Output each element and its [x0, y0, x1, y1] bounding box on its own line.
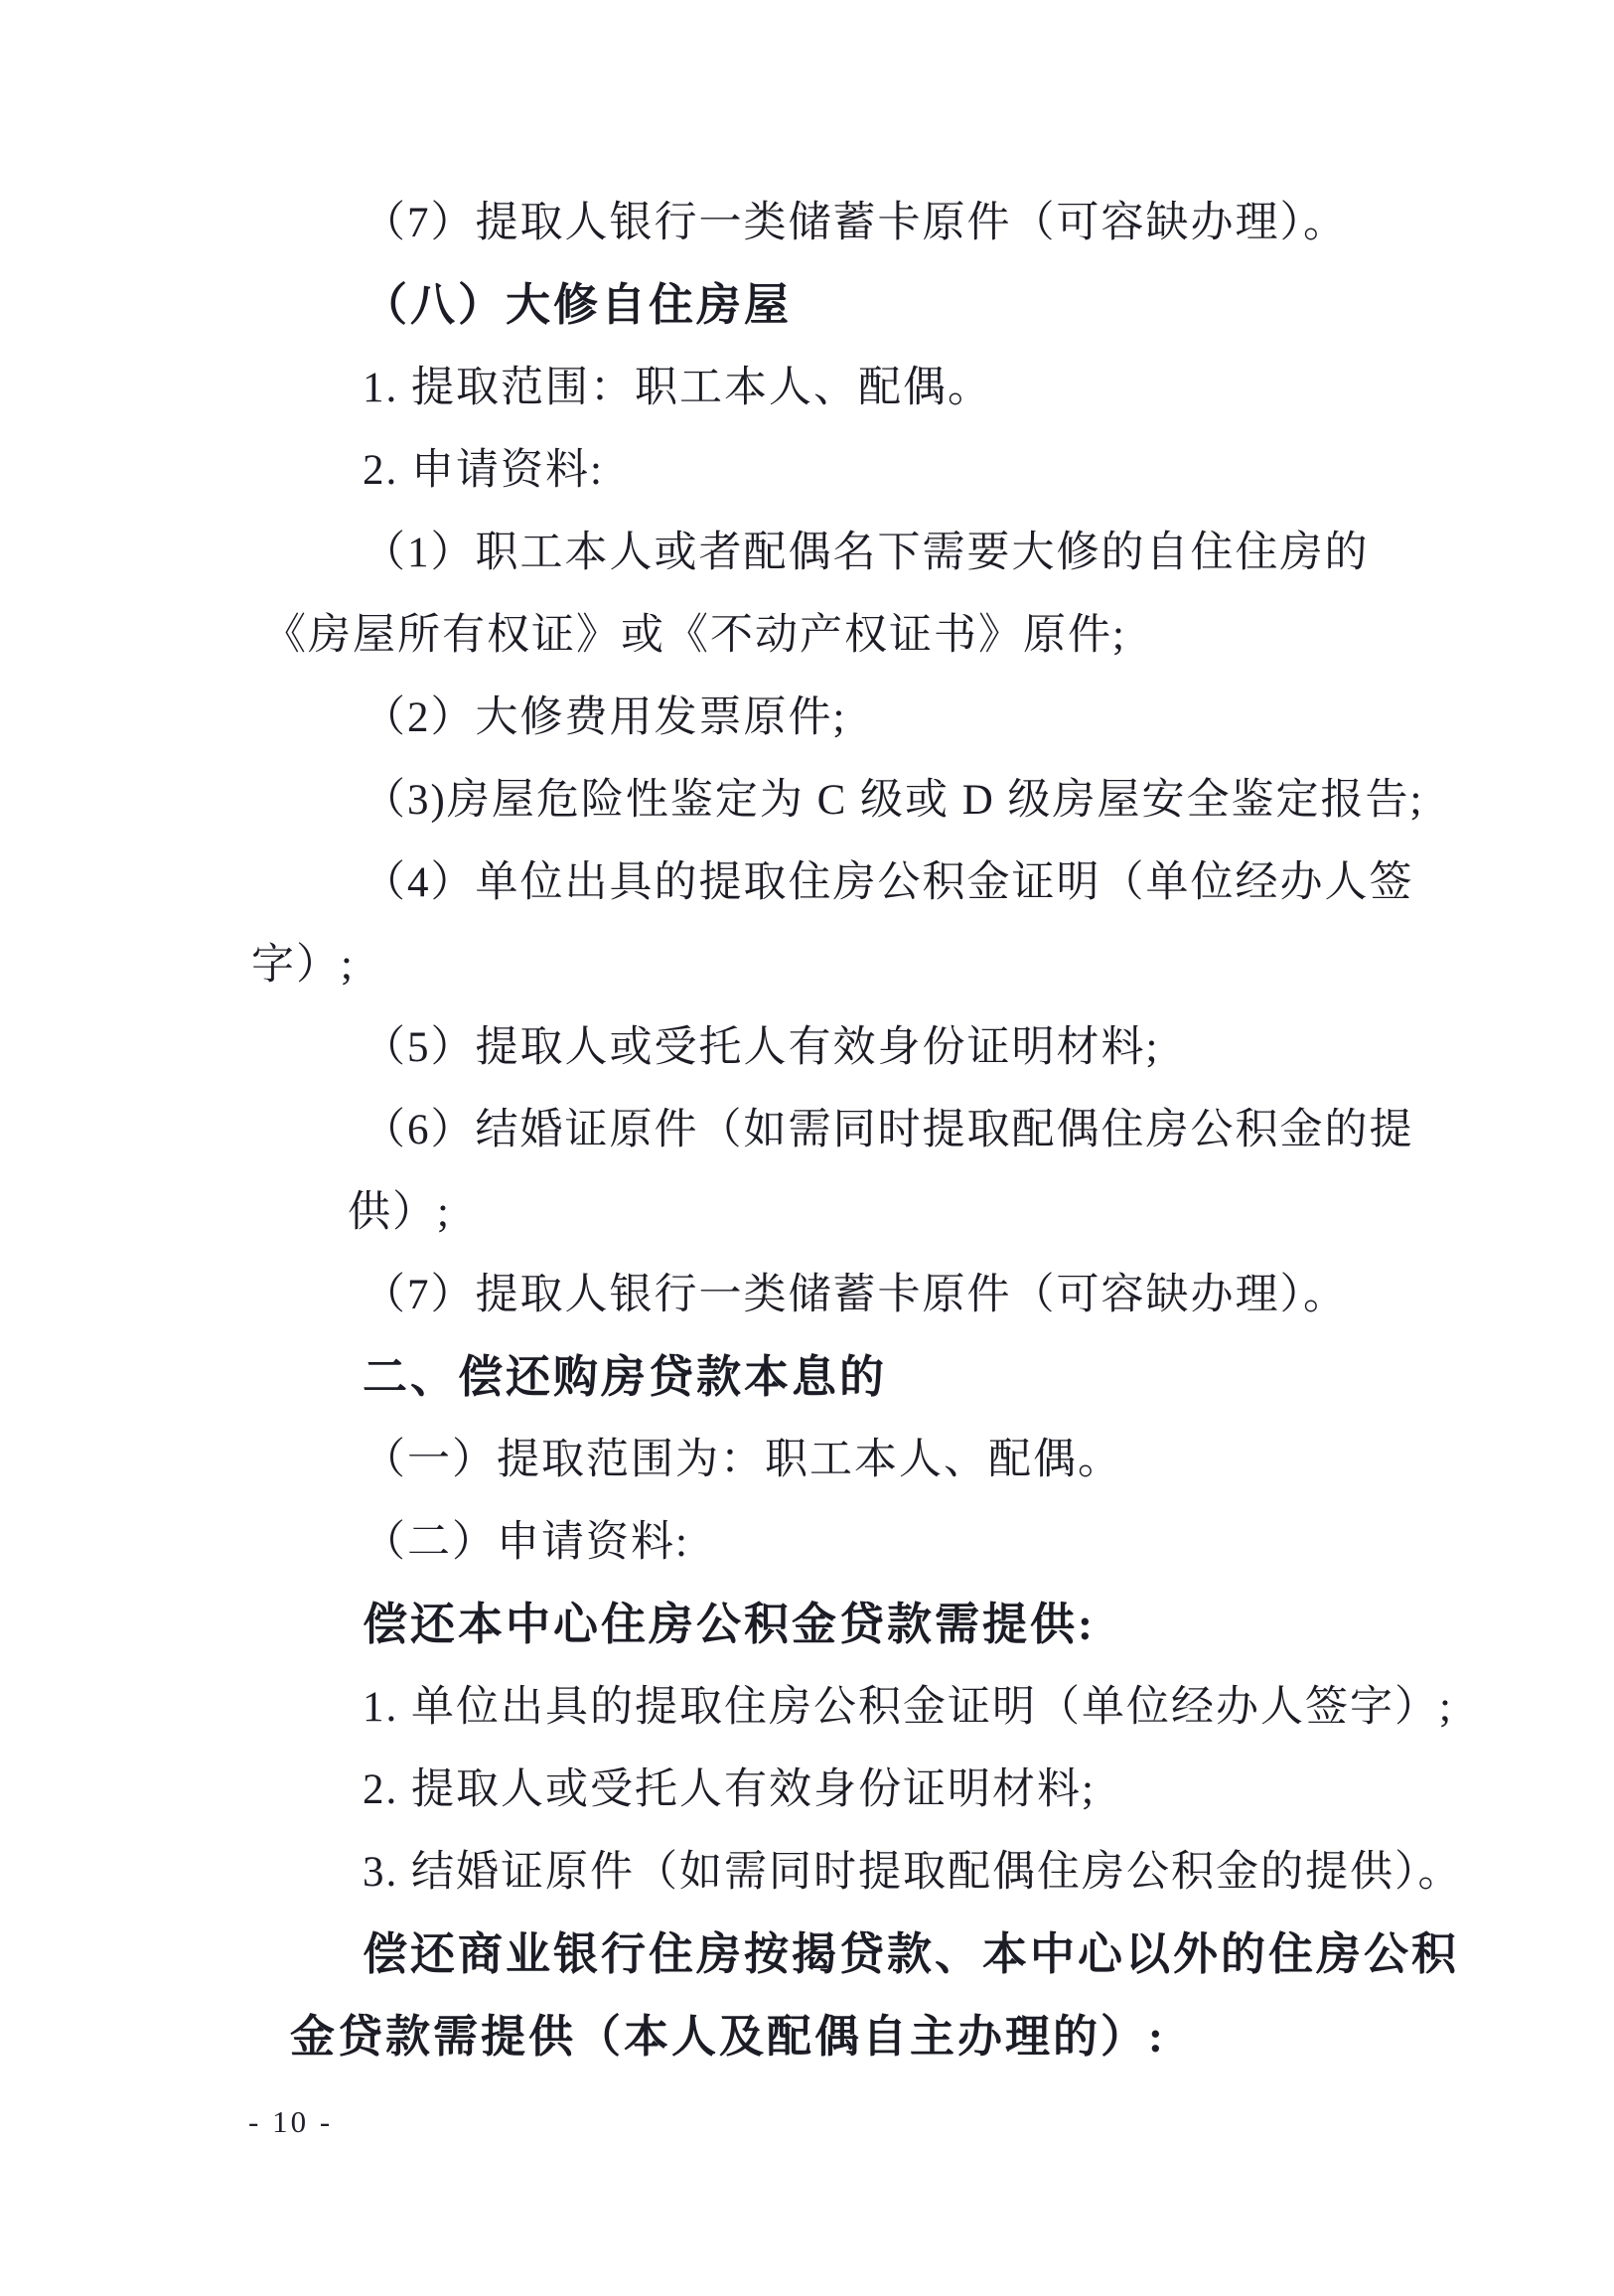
- doc-line: （1）职工本人或者配偶名下需要大修的自住住房的: [363, 530, 1370, 576]
- doc-line: （7）提取人银行一类储蓄卡原件（可容缺办理）。: [363, 1272, 1348, 1318]
- doc-line: （3)房屋危险性鉴定为 C 级或 D 级房屋安全鉴定报告;: [363, 777, 1424, 824]
- doc-line: 3. 结婚证原件（如需同时提取配偶住房公积金的提供）。: [363, 1849, 1463, 1896]
- doc-line: （4）单位出具的提取住房公积金证明（单位经办人签: [363, 859, 1414, 906]
- doc-line: 《房屋所有权证》或《不动产权证书》原件;: [263, 612, 1126, 659]
- section-heading-2: 二、偿还购房贷款本息的: [363, 1352, 888, 1402]
- doc-line: （5）提取人或受托人有效身份证明材料;: [363, 1024, 1160, 1071]
- doc-line: 1. 单位出具的提取住房公积金证明（单位经办人签字）;: [363, 1684, 1453, 1731]
- doc-line: 2. 申请资料:: [363, 447, 604, 494]
- document-body: [251, 182, 1505, 2078]
- doc-line: 1. 提取范围：职工本人、配偶。: [363, 365, 992, 411]
- subsection-heading-commercial-loan-cont: 金贷款需提供（本人及配偶自主办理的）:: [290, 2012, 1166, 2062]
- section-heading-8: （八）大修自住房屋: [363, 280, 793, 330]
- doc-line: （2）大修费用发票原件;: [363, 694, 847, 741]
- subsection-heading-center-loan: 偿还本中心住房公积金贷款需提供:: [363, 1600, 1096, 1649]
- page-number: - 10 -: [248, 2104, 334, 2139]
- doc-line: 2. 提取人或受托人有效身份证明材料;: [363, 1766, 1096, 1813]
- doc-line: （一）提取范围为：职工本人、配偶。: [363, 1437, 1122, 1483]
- doc-line: （6）结婚证原件（如需同时提取配偶住房公积金的提: [363, 1107, 1414, 1153]
- subsection-heading-commercial-loan: 偿还商业银行住房按揭贷款、本中心以外的住房公积: [363, 1929, 1460, 1979]
- doc-line: 字）;: [251, 942, 355, 989]
- doc-line: （二）申请资料:: [363, 1519, 689, 1566]
- doc-line: （7）提取人银行一类储蓄卡原件（可容缺办理）。: [363, 200, 1348, 246]
- doc-line: 供）;: [348, 1189, 451, 1236]
